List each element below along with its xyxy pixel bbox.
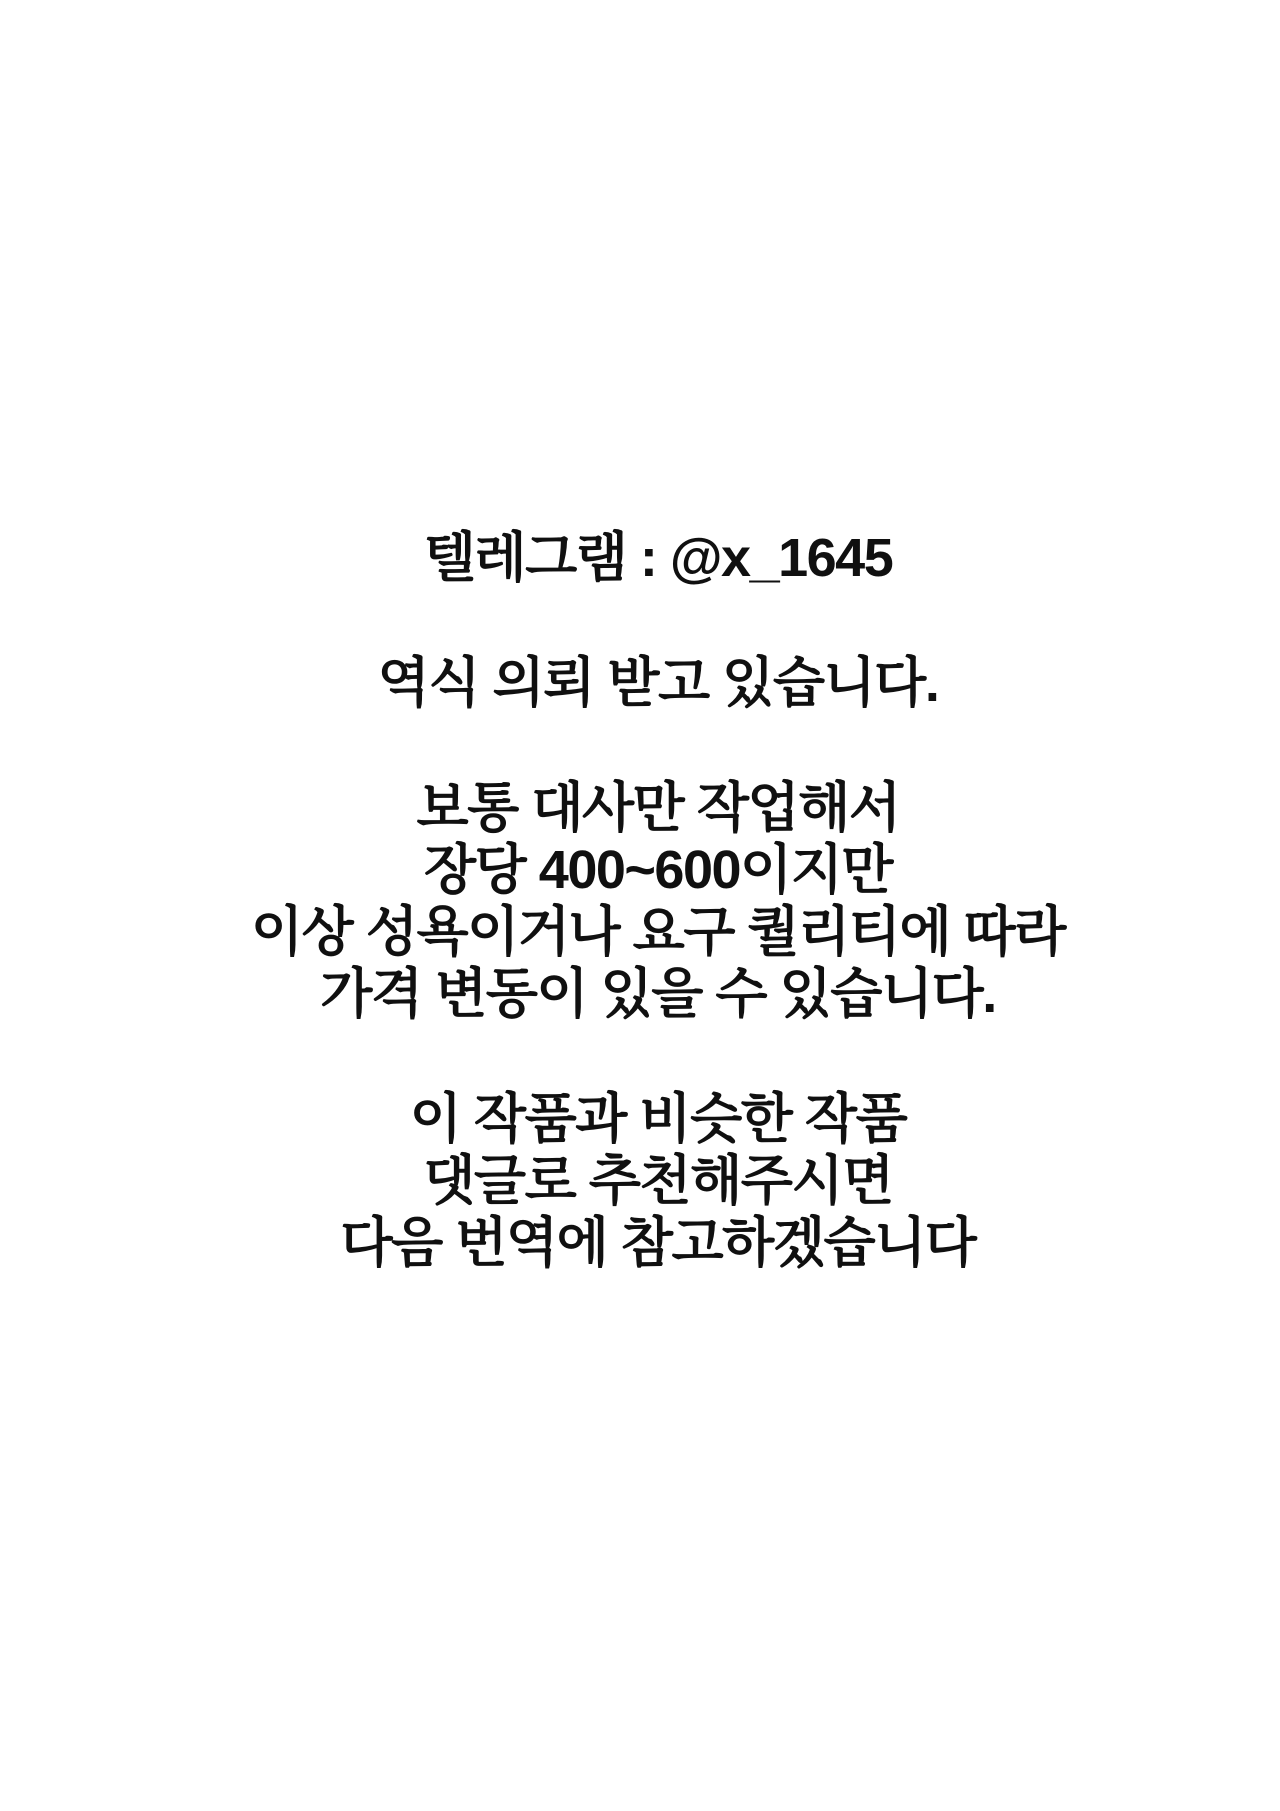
paragraph-recommendation — [36, 1088, 1280, 1274]
pricing-line-1: 보통 대사만 작업해서 — [416, 778, 900, 838]
recommendation-line-2: 댓글로 추천해주시면 — [423, 1151, 893, 1211]
pricing-line-2: 장당 400~600이지만 — [423, 840, 893, 900]
paragraph-pricing — [36, 777, 1280, 1025]
credits-text-block — [36, 527, 1280, 1274]
telegram-contact-line: 텔레그램 : @x_1645 — [423, 528, 893, 588]
service-notice-line: 역식 의뢰 받고 있습니다. — [377, 653, 939, 713]
paragraph-service-notice — [36, 652, 1280, 714]
recommendation-line-3: 다음 번역에 참고하겠습니다 — [340, 1213, 976, 1273]
recommendation-line-1: 이 작품과 비슷한 작품 — [409, 1089, 907, 1149]
pricing-line-4: 가격 변동이 있을 수 있습니다. — [320, 964, 996, 1024]
pricing-line-3: 이상 성욕이거나 요구 퀄리티에 따라 — [251, 902, 1065, 962]
paragraph-contact — [36, 527, 1280, 589]
